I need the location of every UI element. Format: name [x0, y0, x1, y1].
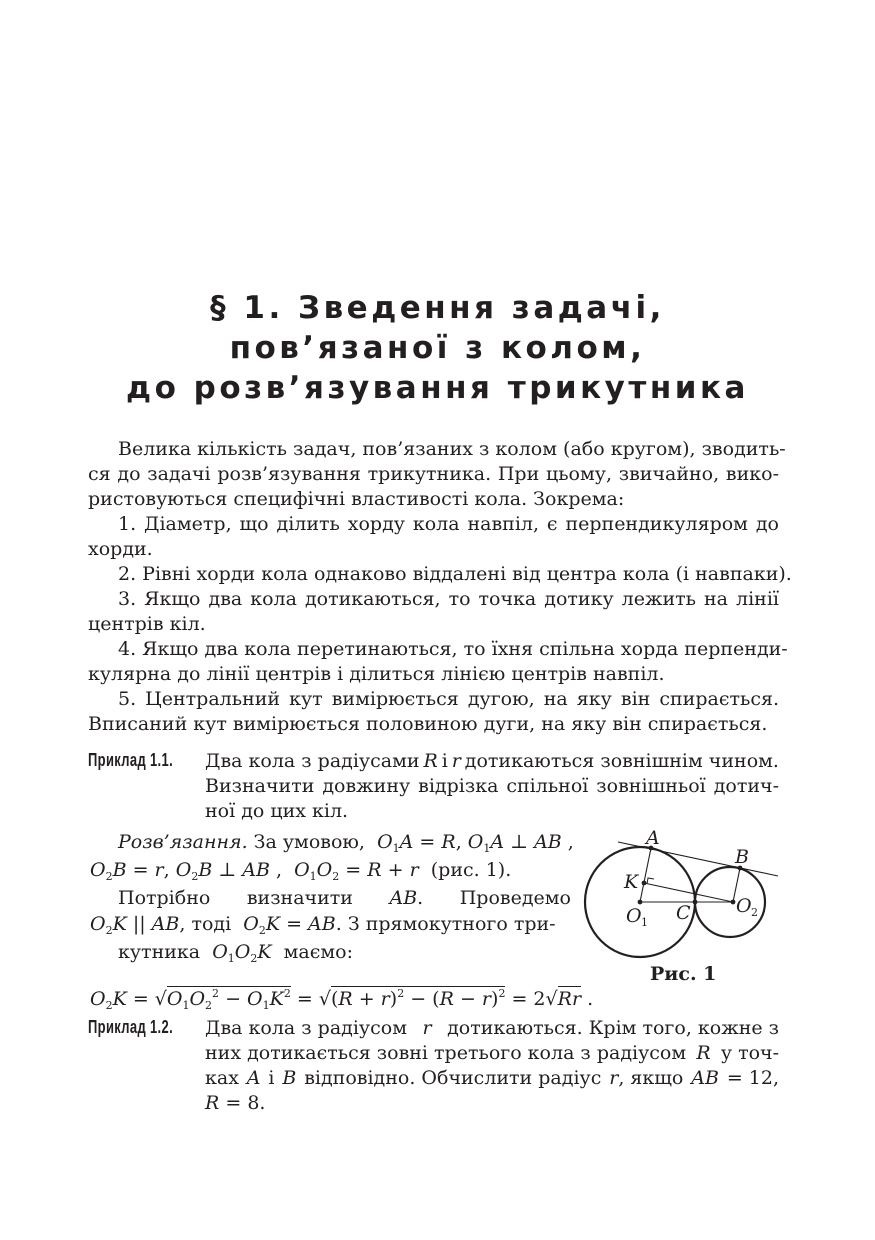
property-4-line-1: 4. Якщо два кола перетинаються, то їхня спільна хорда перпенди- [118, 638, 788, 660]
label-O1: O [626, 905, 642, 927]
label-O1-subscript: 1 [641, 916, 648, 929]
example-1-2-line-3 [205, 1066, 779, 1091]
word-and-2: і [268, 1067, 275, 1089]
intro-line-3: ристовуються специфічні властивості кола. Зокрема: [88, 488, 625, 510]
solution-line-4 [90, 912, 556, 943]
var-AB: AB [389, 887, 418, 909]
var-r-2: r [422, 1017, 432, 1039]
property-5-line-1: 5. Центральний кут вимірюється дугою, на яку він спирається. [118, 688, 779, 710]
point-K [642, 881, 647, 886]
figure-1-diagram [580, 822, 785, 962]
var-R: R [423, 750, 438, 772]
property-5-line-2: Вписаний кут вимірюється половиною дуги, на яку він спирається. [88, 713, 768, 735]
var-B: B [282, 1067, 297, 1089]
formula-triangle: $O_1O_2K$ [212, 941, 272, 965]
property-3-line-1: 3. Якщо два кола дотикаються, то точка дотику лежить на лінії [118, 588, 779, 610]
formula-parallel: $O_2K$ || AB [90, 913, 180, 937]
formula-conditions-1: $O_1A = R$, $O_1A$ ⊥ AB , [377, 831, 574, 855]
var-A: A [246, 1067, 261, 1089]
example-1-1-text: Два кола з радіусами [205, 750, 420, 772]
word-draw: Проведемо [459, 887, 571, 909]
segment-O1A [640, 848, 651, 902]
tangent-line [618, 842, 778, 876]
example-1-2-text-3: них дотикається зовні третього кола з радіусом [205, 1042, 687, 1064]
word-triangle: кутника [118, 941, 201, 963]
segment-KO2 [644, 883, 733, 902]
label-A: A [646, 827, 660, 849]
label-O2-subscript: 2 [751, 906, 758, 919]
solution-condition: За умовою, [253, 831, 365, 853]
point-O1 [638, 900, 643, 905]
label-K: K [624, 871, 639, 893]
example-1-2-label: Приклад 1.2. [88, 1017, 174, 1037]
figure-reference: (рис. 1). [430, 859, 512, 881]
formula-conditions-2: $O_2B = r$, $O_2B$ ⊥ AB , $O_1O_2 = R + r$ [90, 859, 419, 883]
section-title-line-3: до розв’язування трикутника [126, 370, 749, 406]
example-1-2-text-4: у точ- [720, 1042, 779, 1064]
point-O2 [731, 900, 736, 905]
point-C [693, 900, 698, 905]
property-1-line-1: 1. Діаметр, що ділить хорду кола навпіл, є перпендикуляром до [118, 513, 779, 535]
word-determine: визначити [246, 887, 353, 909]
var-AB-2: AB [691, 1067, 719, 1089]
formula-equal: $O_2K$ = AB [243, 913, 336, 937]
text-right-triangle: . З прямокутного три- [335, 913, 556, 935]
solution-heading: Розв’язання. [118, 831, 248, 853]
example-1-2-line-1 [205, 1016, 779, 1041]
section-title-line-1: § 1. Зведення задачі, [210, 290, 665, 326]
word-have: маємо: [283, 941, 354, 963]
example-1-2-text-1: Два кола з радіусом [205, 1017, 407, 1039]
word-at-points: ках [205, 1067, 239, 1089]
example-1-2-line-2 [205, 1041, 779, 1066]
label-B: B [735, 846, 749, 868]
example-1-2-text-2: дотикаються. Крім того, кожне з [447, 1017, 779, 1039]
figure-1-caption: Рис. 1 [650, 963, 717, 985]
property-4-line-2: кулярна до лінії центрів і ділиться лінією центрів навпіл. [88, 663, 665, 685]
property-3-line-2: центрів кіл. [88, 613, 206, 635]
word-then: , тоді [179, 913, 232, 935]
intro-line-1: Велика кількість задач, пов’язаних з колом (або кругом), зводить- [118, 438, 786, 460]
var-r: r [451, 750, 461, 772]
var-r-3: r [609, 1067, 619, 1089]
property-2: 2. Рівні хорди кола однаково віддалені від центра кола (і навпаки). [118, 563, 792, 585]
example-1-1-line-1 [205, 749, 779, 774]
solution-line-2 [90, 858, 511, 889]
var-R-3: R [205, 1092, 220, 1114]
word-need: Потрібно [118, 887, 211, 909]
value-AB: = 12, [726, 1067, 779, 1089]
solution-line-5 [118, 940, 353, 971]
example-1-1-text-end: дотикаються зовнішнім чином. [464, 750, 779, 772]
intro-line-2: ся до задачі розв’язування трикутника. При цьому, звичайно, вико- [88, 463, 779, 485]
label-C: C [676, 902, 691, 924]
label-O2: O [736, 895, 752, 917]
right-angle-mark [647, 878, 654, 884]
property-1-line-2: хорди. [88, 538, 153, 560]
example-1-1-line-2: Визначити довжину відрізка спільної зовнішньої дотич- [205, 775, 779, 797]
example-1-1-label: Приклад 1.1. [88, 750, 174, 770]
section-title-line-2: пов’язаної з колом, [229, 330, 646, 366]
example-1-2-text-5: відповідно. Обчислити радіус [304, 1067, 602, 1089]
example-1-1-line-3: ної до цих кіл. [205, 800, 349, 822]
var-R-2: R [696, 1042, 711, 1064]
solution-line-1 [118, 830, 574, 861]
solution-line-3: Потрібно визначити AB. Проведемо [118, 887, 571, 909]
value-R: = 8. [225, 1092, 266, 1114]
formula-main: $O_2K = √O_1O_2^2 - O_1K^2 = √(R + r)^2 - (R - r)^2 = 2√Rr$ . [90, 987, 594, 1012]
word-if: , якщо [618, 1067, 684, 1089]
example-1-2-line-4 [205, 1091, 265, 1116]
word-and: і [441, 750, 448, 772]
